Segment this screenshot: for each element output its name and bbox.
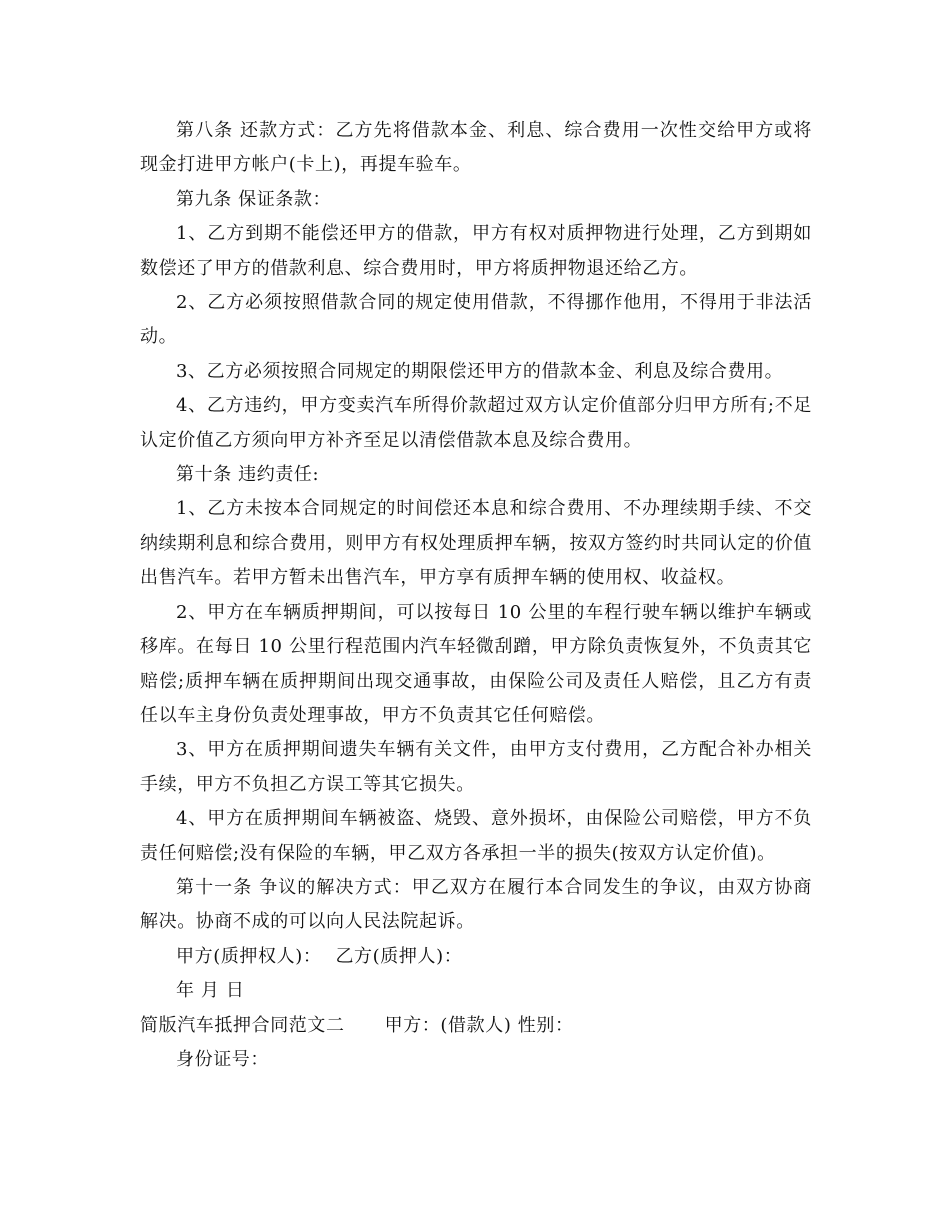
article-10-heading: 第十条 违约责任:: [176, 464, 320, 486]
article-9-clause-3: 3、乙方必须按照合同规定的期限偿还甲方的借款本金、利息及综合费用。: [176, 360, 784, 382]
article-10-clause-3: 3、甲方在质押期间遗失车辆有关文件，由甲方支付费用，乙方配合补办相关手续，甲方不负担乙方误工等其它损失。: [140, 739, 812, 795]
article-8-repayment: 第八条 还款方式：乙方先将借款本金、利息、综合费用一次性交给甲方或将现金打进甲方帐户(卡上)，再提车验车。: [140, 120, 812, 176]
second-contract-line: [140, 1009, 812, 1043]
party-a-signature-label: 甲方(质押权人)：: [176, 945, 322, 967]
article-9-heading: 第九条 保证条款：: [176, 188, 332, 210]
date-line: 年 月 日: [176, 980, 245, 1002]
party-b-signature-label: 乙方(质押人)：: [335, 945, 463, 967]
article-9-clause-4: 4、乙方违约，甲方变卖汽车所得价款超过双方认定价值部分归甲方所有;不足认定价值乙方须向甲方补齐至足以清偿借款本息及综合费用。: [140, 395, 812, 451]
article-9-clause-2: 2、乙方必须按照借款合同的规定使用借款，不得挪作他用，不得用于非法活动。: [140, 292, 812, 348]
id-number-label: 身份证号：: [176, 1048, 269, 1070]
article-10-clause-2: 2、甲方在车辆质押期间，可以按每日 10 公里的车程行驶车辆以维护车辆或移库。在每日 10 公里行程范围内汽车轻微刮蹭，甲方除负责恢复外，不负责其它赔偿;质押车辆在质押期间出现交通事故，由保险公司及责任人赔偿，且乙方有责任以车主身份负责处理事故，甲方不负责其它任何赔偿。: [140, 601, 812, 726]
document-body: [140, 114, 812, 1077]
borrower-party-a-label: 甲方：(借款人) 性别：: [384, 1014, 574, 1036]
article-9-clause-1: 1、乙方到期不能偿还甲方的借款，甲方有权对质押物进行处理，乙方到期如数偿还了甲方的借款利息、综合费用时，甲方将质押物退还给乙方。: [140, 223, 812, 279]
article-10-clause-4: 4、甲方在质押期间车辆被盗、烧毁、意外损坏，由保险公司赔偿，甲方不负责任何赔偿;没有保险的车辆，甲乙双方各承担一半的损失(按双方认定价值)。: [140, 808, 812, 864]
signature-line: [140, 940, 812, 974]
second-contract-title: 简版汽车抵押合同范文二: [140, 1014, 345, 1036]
article-10-clause-1: 1、乙方未按本合同规定的时间偿还本息和综合费用、不办理续期手续、不交纳续期利息和综合费用，则甲方有权处理质押车辆，按双方签约时共同认定的价值出售汽车。若甲方暂未出售汽车，甲方享有质押车辆的使用权、收益权。: [140, 498, 812, 589]
article-11-dispute: 第十一条 争议的解决方式：甲乙双方在履行本合同发生的争议，由双方协商解决。协商不成的可以向人民法院起诉。: [140, 876, 812, 933]
